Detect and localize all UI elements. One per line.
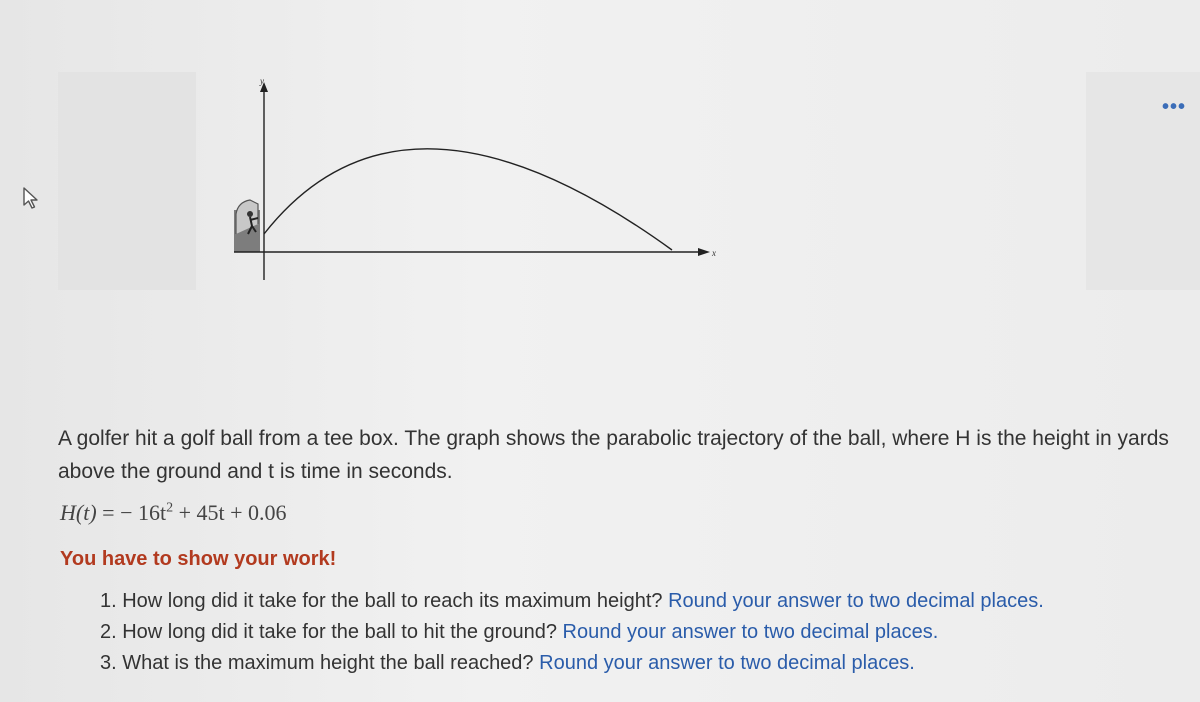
y-axis-label: y [260,76,264,86]
question-list [100,586,1190,679]
equation-exponent: 2 [166,500,174,516]
trajectory-graph [228,74,748,288]
question-text: 3. What is the maximum height the ball reached? [100,652,534,674]
equation-lhs: H(t) [60,500,97,525]
question-item [100,586,1190,617]
golfer-icon [234,200,260,252]
show-work-notice: You have to show your work! [60,548,337,570]
figure-panel-left [58,72,196,290]
arrow-cursor-icon [22,186,40,210]
more-options-icon[interactable]: ••• [1162,96,1187,118]
question-hint: Round your answer to two decimal places. [668,590,1044,612]
question-item [100,648,1190,679]
question-item [100,617,1190,648]
question-text: 1. How long did it take for the ball to reach its maximum height? [100,590,663,612]
question-hint: Round your answer to two decimal places. [539,652,915,674]
x-axis-label: x [712,248,716,258]
equation-rhs-prefix: = − 16t [96,500,167,525]
x-axis-arrow [698,248,710,256]
height-equation [60,500,287,526]
question-text: 2. How long did it take for the ball to hit the ground? [100,621,557,643]
trajectory-curve [264,149,672,250]
problem-statement: A golfer hit a golf ball from a tee box. The graph shows the parabolic trajectory of the ball, where H is the height in yards above the ground and t is time in seconds. [58,427,1169,483]
question-hint: Round your answer to two decimal places. [562,621,939,643]
equation-rhs-suffix: + 45t + 0.06 [173,500,287,525]
